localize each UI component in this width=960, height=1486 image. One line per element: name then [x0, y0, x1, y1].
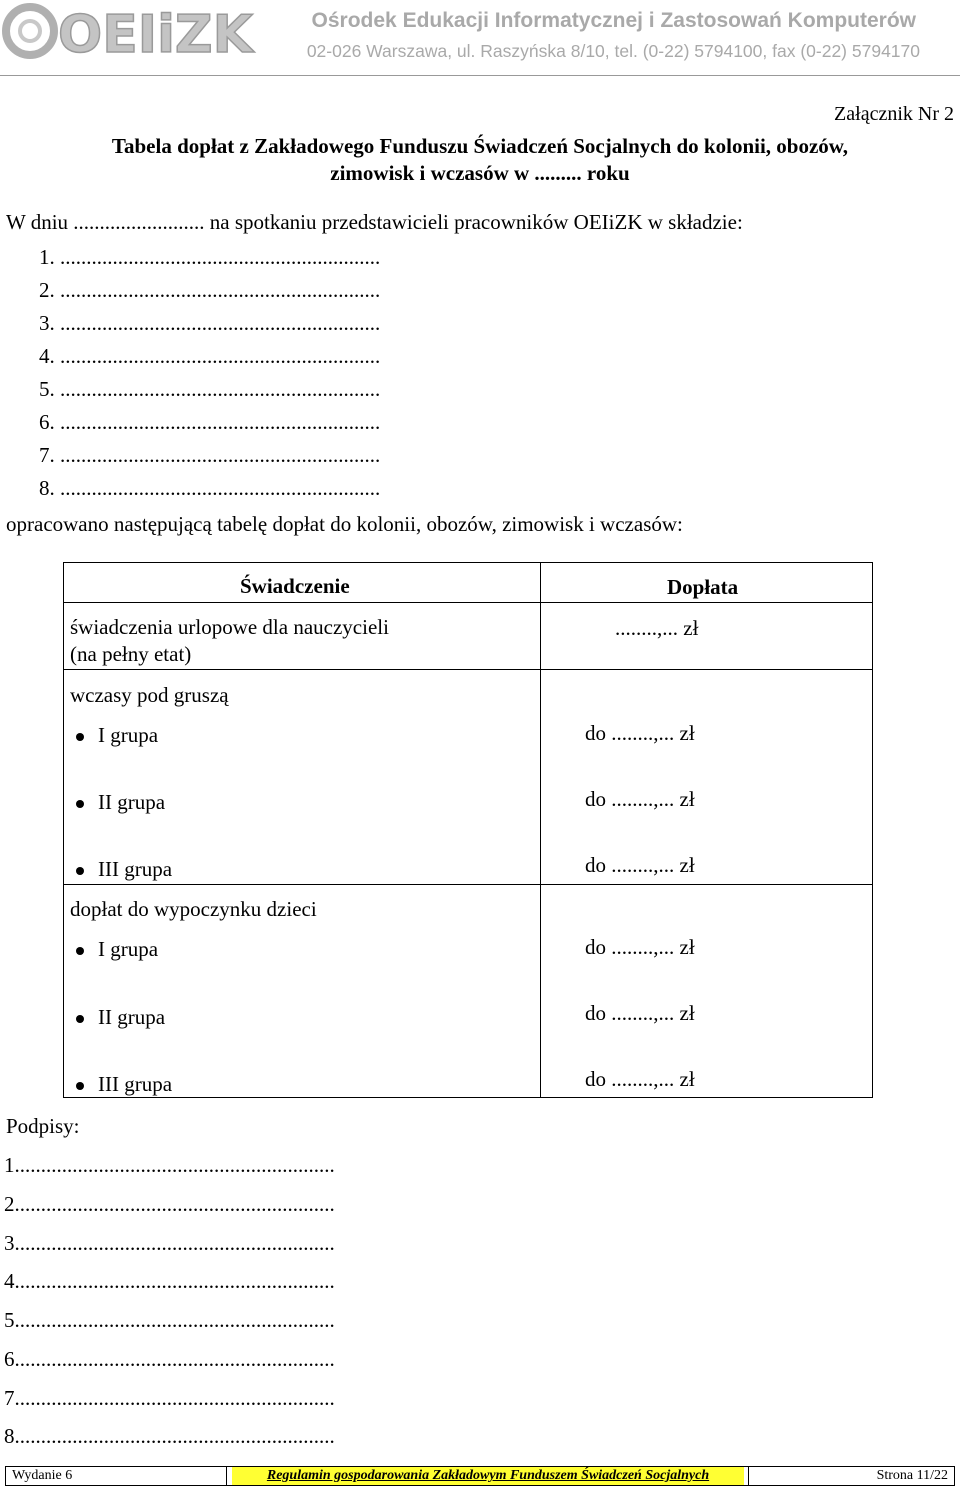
logo-text: OEIiZK — [58, 5, 253, 65]
group-label: III grupa — [98, 1072, 173, 1096]
signature-line: 8............................................................. — [4, 1424, 335, 1448]
signatures-label: Podpisy: — [6, 1114, 80, 1138]
org-address: 02-026 Warszawa, ul. Raszyńska 8/10, tel. (0-22) 5794100, fax (0-22) 5794170 — [306, 41, 920, 61]
group-label: I grupa — [98, 723, 159, 747]
title-line-1: Tabela dopłat z Zakładowego Funduszu Świadczeń Socjalnych do kolonii, obozów, — [111, 134, 849, 158]
bullet-icon — [76, 867, 84, 875]
signature-line: 6............................................................. — [4, 1347, 335, 1371]
intro-text: W dniu ......................... na spotkaniu przedstawicieli pracowników OEIiZK w składzie: — [6, 210, 743, 234]
signature-line: 5............................................................. — [4, 1308, 335, 1332]
holiday-pay-amount: ........,... zł — [615, 616, 699, 640]
table-row-divider — [63, 669, 873, 670]
wczasy-title: wczasy pod gruszą — [70, 683, 229, 707]
signature-line: 4............................................................. — [4, 1269, 335, 1293]
footer-separator — [748, 1467, 749, 1485]
children-title: dopłat do wypoczynku dzieci — [70, 897, 317, 921]
attachment-label: Załącznik Nr 2 — [834, 103, 954, 125]
footer-regulation-title: Regulamin gospodarowania Zakładowym Funduszem Świadczeń Socjalnych — [232, 1467, 744, 1485]
bullet-icon — [76, 733, 84, 741]
holiday-pay-label: świadczenia urlopowe dla nauczycieli — [70, 615, 389, 639]
member-line: 7. ............................................................. — [39, 443, 381, 467]
page-footer — [5, 1466, 955, 1486]
footer-separator — [226, 1467, 227, 1485]
member-line: 4. ............................................................. — [39, 344, 381, 368]
bullet-icon — [76, 800, 84, 808]
org-name: Ośrodek Edukacji Informatycznej i Zastosowań Komputerów — [311, 9, 916, 32]
title-line-2: zimowisk i wczasów w ......... roku — [330, 161, 630, 185]
member-line: 3. ............................................................. — [39, 311, 381, 335]
oeiizk-logo — [0, 0, 253, 65]
table-row-divider — [63, 884, 873, 885]
table-border-top — [63, 562, 873, 563]
footer-edition: Wydanie 6 — [12, 1468, 73, 1483]
member-line: 6. ............................................................. — [39, 410, 381, 434]
group-label: I grupa — [98, 937, 159, 961]
table-column-divider — [540, 562, 541, 1098]
bullet-icon — [76, 1082, 84, 1090]
member-line: 2. ............................................................. — [39, 278, 381, 302]
subsidy-table — [63, 562, 873, 1098]
footer-page-number: Strona 11/22 — [876, 1468, 948, 1483]
table-border-bottom — [63, 1097, 873, 1098]
bullet-icon — [76, 1015, 84, 1023]
table-border-left — [63, 562, 64, 1098]
group-amount: do ........,... zł — [585, 787, 695, 811]
group-label: III grupa — [98, 857, 173, 881]
document-title — [0, 133, 960, 187]
signature-line: 1............................................................. — [4, 1153, 335, 1177]
outro-text: opracowano następującą tabelę dopłat do kolonii, obozów, zimowisk i wczasów: — [6, 512, 683, 536]
holiday-pay-sublabel: (na pełny etat) — [70, 642, 192, 666]
column-header-payment: Dopłata — [667, 575, 739, 599]
group-amount: do ........,... zł — [585, 1067, 695, 1091]
member-line: 8. ............................................................. — [39, 476, 381, 500]
group-label: II grupa — [98, 1005, 166, 1029]
signature-line: 2............................................................. — [4, 1192, 335, 1216]
member-line: 5. ............................................................. — [39, 377, 381, 401]
header-divider — [0, 75, 960, 76]
table-border-right — [872, 562, 873, 1098]
bullet-icon — [76, 947, 84, 955]
group-amount: do ........,... zł — [585, 935, 695, 959]
member-line: 1. ............................................................. — [39, 245, 381, 269]
group-amount: do ........,... zł — [585, 721, 695, 745]
table-row-divider — [63, 602, 873, 603]
group-label: II grupa — [98, 790, 166, 814]
group-amount: do ........,... zł — [585, 1001, 695, 1025]
group-amount: do ........,... zł — [585, 853, 695, 877]
signature-line: 3............................................................. — [4, 1231, 335, 1255]
signature-line: 7............................................................. — [4, 1386, 335, 1410]
column-header-benefit: Świadczenie — [240, 574, 350, 598]
